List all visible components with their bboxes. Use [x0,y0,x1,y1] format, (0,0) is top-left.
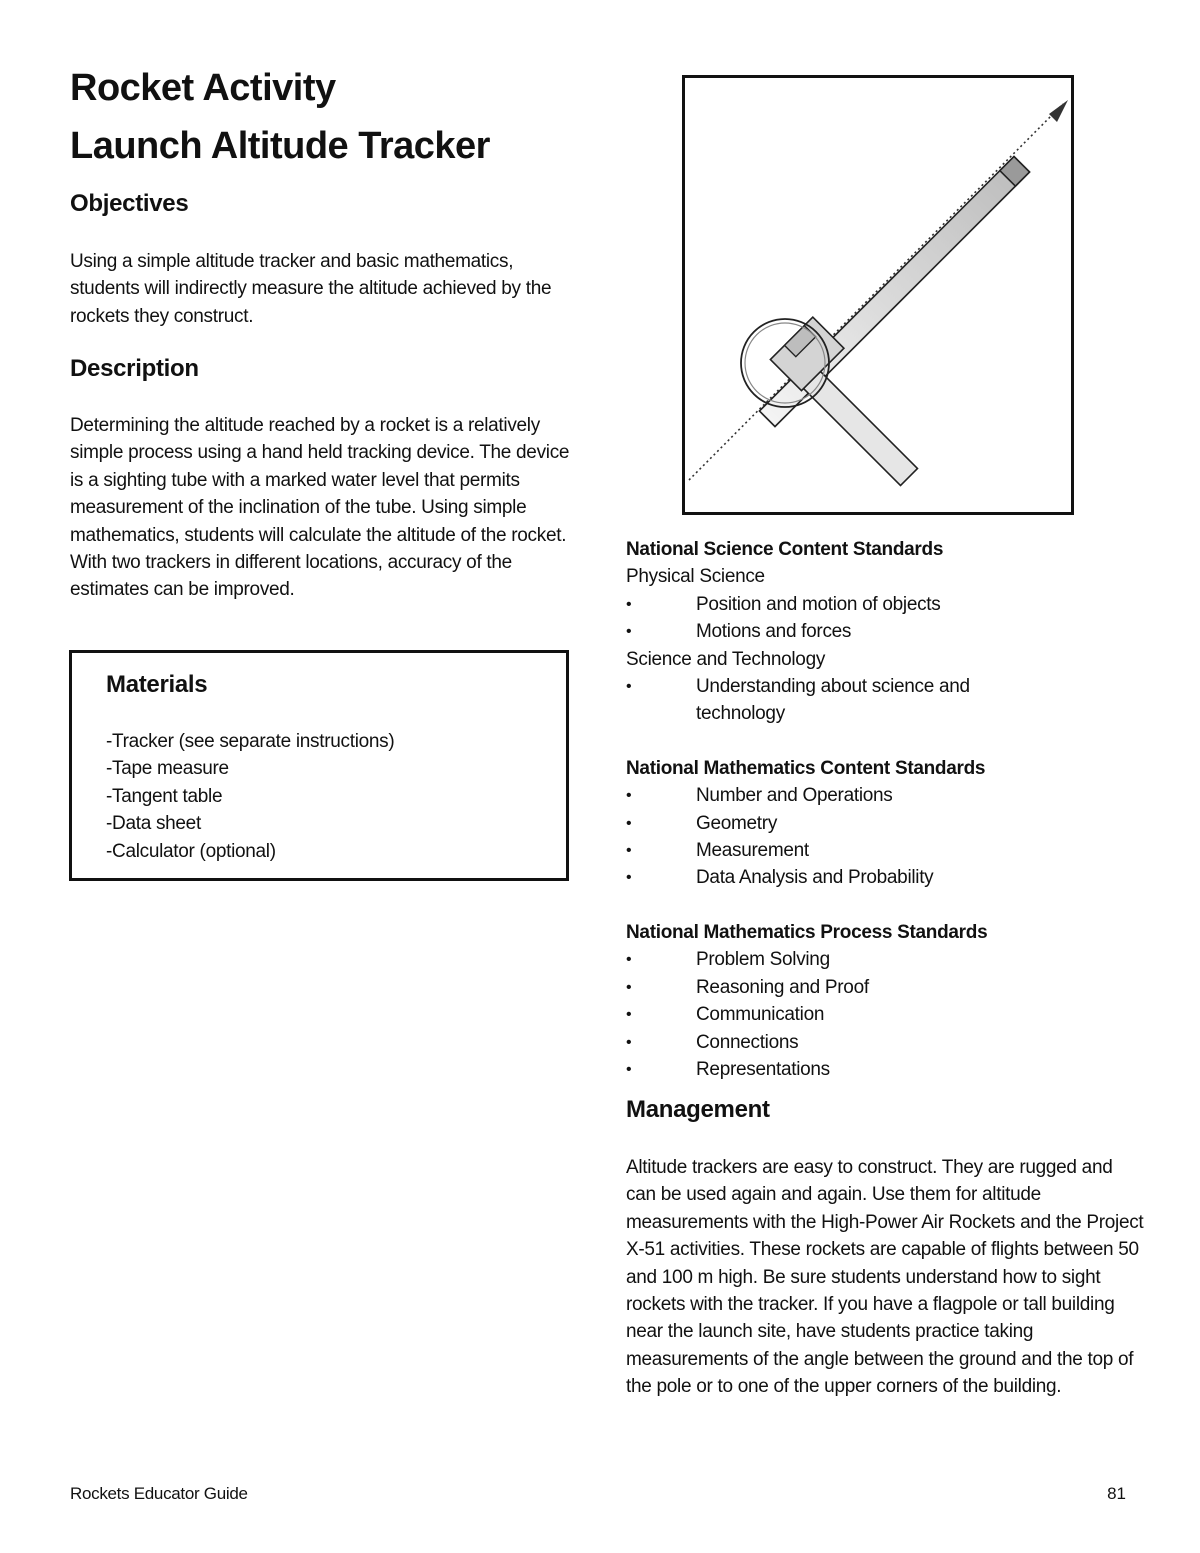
management-text: Altitude trackers are easy to construct. They are rugged and can be used again and again. Use them for altitude measurements with the High-Power Air Rockets and the Project X-51 activities. These rockets are capable of flights between 50 and 100 m high. Be sure students understand how to sight rockets with the tracker. If you have a flagpole or tall building near the launch site, have students practice taking measurements of the angle between the ground and the top of the pole or to one of the upper corners of the building. [626,1157,1144,1398]
physical-science-label: Physical Science [626,566,765,588]
list-item: • Connections [626,1029,1146,1056]
objectives-text: Using a simple altitude tracker and basic mathematics, students will indirectly measure the altitude achieved by the rockets they construct. [70,251,552,327]
bullet-icon: • [626,678,632,696]
description-heading: Description [70,355,199,382]
math-content-heading: National Mathematics Content Standards [626,757,986,779]
list-item: • Position and motion of objects [626,591,1146,618]
bullet-icon: • [626,869,632,887]
materials-list [106,728,394,865]
bullet-icon: • [626,1033,632,1051]
physical-science-list [626,591,1146,646]
science-technology-label: Science and Technology [626,648,826,670]
materials-item: -Tangent table [106,785,223,807]
bullet-icon: • [626,623,632,641]
tracker-illustration [682,75,1074,515]
tracker-mount [770,317,844,391]
arrow-head-icon [1049,100,1068,122]
bullet-icon: • [626,787,632,805]
bullet-icon: • [626,1060,632,1078]
science-technology-list [626,673,1146,728]
bullet-icon: • [626,978,632,996]
math-content-list [626,782,1146,892]
materials-item: -Data sheet [106,813,201,835]
list-item: • Problem Solving [626,946,1146,973]
management-heading: Management [626,1096,770,1123]
materials-item: -Tracker (see separate instructions) [106,731,395,752]
math-process-heading: National Mathematics Process Standards [626,921,988,943]
description-text: Determining the altitude reached by a rocket is a relatively simple process using a hand held tracking device. The device is a sighting tube with a marked water level that permits measurement of the inclination of the tube. Using simple mathematics, students will calculate the altitude of the rocket. With two trackers in different locations, accuracy of the estimates can be improved. [70,415,570,601]
list-item: • Geometry [626,810,1146,837]
bullet-icon: • [626,814,632,832]
materials-heading: Materials [106,671,208,698]
list-item: • Measurement [626,837,1146,864]
list-item: • Number and Operations [626,782,1146,809]
bullet-icon: • [626,842,632,860]
materials-item: -Calculator (optional) [106,840,276,862]
objectives-heading: Objectives [70,190,189,217]
page-subtitle: Launch Altitude Tracker [70,125,490,167]
footer-guide-title: Rockets Educator Guide [70,1484,248,1503]
list-item: • Data Analysis and Probability [626,864,1146,891]
standards-section [626,536,1146,1083]
math-process-list [626,946,1146,1083]
bullet-icon: • [626,1006,632,1024]
altitude-tracker-icon [685,78,1071,512]
tracker-handle [802,370,918,486]
page-title: Rocket Activity [70,67,336,109]
sight-line [689,104,1063,480]
list-item: • Representations [626,1056,1146,1083]
materials-box [69,650,569,881]
bullet-icon: • [626,951,632,969]
list-item: • Reasoning and Proof [626,974,1146,1001]
list-item: • Motions and forces [626,618,1146,645]
list-item: • Understanding about science and technology [626,673,1036,728]
page-number: 81 [1107,1484,1126,1503]
science-standards-heading: National Science Content Standards [626,539,944,560]
materials-item: -Tape measure [106,758,229,780]
list-item: • Communication [626,1001,1146,1028]
bullet-icon: • [626,595,632,613]
